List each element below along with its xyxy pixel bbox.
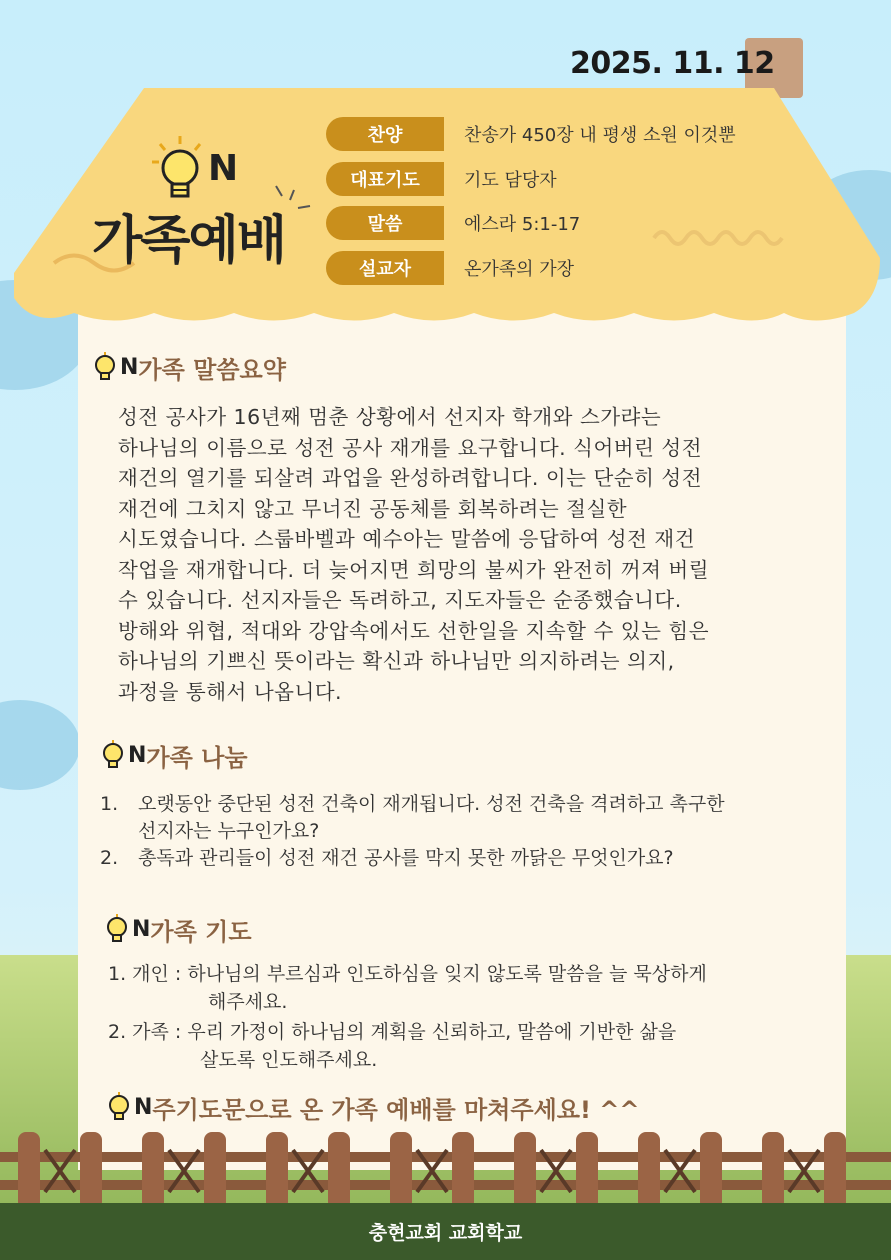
info-row-praise <box>326 117 736 151</box>
list-item <box>100 845 840 872</box>
info-label-praise: 찬양 <box>326 117 444 151</box>
summary-line: 수 있습니다. 선지자들은 독려하고, 지도자들은 순종했습니다. <box>118 588 682 612</box>
info-value-praise: 찬송가 450장 내 평생 소원 이것뿐 <box>464 125 736 146</box>
list-item-text: 해주세요. <box>208 991 288 1013</box>
list-item <box>100 791 840 845</box>
lightbulb-icon <box>104 914 130 946</box>
summary-line: 하나님의 기쁘신 뜻이라는 확신과 하나님만 의지하려는 의지, <box>118 649 675 673</box>
summary-line: 하나님의 이름으로 성전 공사 재개를 요구합니다. 식어버린 성전 <box>118 435 703 460</box>
list-item-text: 하나님의 부르심과 인도하심을 잊지 않도록 말씀을 늘 묵상하게 <box>187 963 707 985</box>
info-row-preacher <box>326 251 574 285</box>
footer-text: 충현교회 교회학교 <box>368 1222 523 1244</box>
section-heading-prayer <box>104 912 252 947</box>
lightbulb-icon <box>150 134 210 204</box>
summary-line: 시도였습니다. 스룹바벨과 예수아는 말씀에 응답하여 성전 재건 <box>118 527 695 551</box>
list-item-text: 총독과 관리들이 성전 재건 공사를 막지 못한 까닭은 무엇인가요? <box>138 847 674 869</box>
list-item-number: 1. <box>100 793 119 815</box>
closing-message: 주기도문으로 온 가족 예배를 마쳐주세요! ^^ <box>152 1096 640 1124</box>
prayer-item-head: 2. 가족 : <box>108 1021 188 1043</box>
list-item <box>108 1018 848 1074</box>
list-item-text: 살도록 인도해주세요. <box>200 1049 378 1071</box>
section-heading-summary <box>92 350 286 385</box>
info-value-scripture: 에스라 5:1-17 <box>464 214 581 235</box>
section-heading-closing <box>106 1090 640 1125</box>
lightbulb-icon <box>100 740 126 772</box>
section-title-summary: 가족 말씀요약 <box>138 356 286 384</box>
info-value-preacher: 온가족의 가장 <box>464 259 575 280</box>
summary-line: 작업을 재개합니다. 더 늦어지면 희망의 불씨가 완전히 꺼져 버릴 <box>118 557 710 582</box>
summary-line: 성전 공사가 16년째 멈춘 상황에서 선지자 학개와 스가랴는 <box>118 405 662 429</box>
section-on-letter: N <box>134 1095 153 1120</box>
info-label-scripture: 말씀 <box>326 206 444 240</box>
list-item-text: 선지자는 누구인가요? <box>138 820 320 842</box>
section-title-prayer: 가족 기도 <box>150 918 252 946</box>
list-item <box>108 960 848 1016</box>
fence <box>0 1130 891 1210</box>
summary-line: 과정을 통해서 나옵니다. <box>118 679 343 704</box>
section-on-letter: N <box>128 743 147 768</box>
section-on-letter: N <box>132 917 151 942</box>
title-on-letter: N <box>208 148 239 189</box>
section-heading-sharing <box>100 738 248 773</box>
prayer-list <box>108 960 848 1074</box>
summary-line: 재건의 열기를 되살려 과업을 완성하려합니다. 이는 단순히 성전 <box>118 466 703 490</box>
lightbulb-icon <box>92 352 118 384</box>
summary-line: 재건에 그치지 않고 무너진 공동체를 회복하려는 절실한 <box>118 496 628 521</box>
section-on-letter: N <box>120 355 139 380</box>
info-row-scripture <box>326 206 580 240</box>
sparkle-decoration <box>268 180 318 220</box>
summary-line: 방해와 위협, 적대와 강압속에서도 선한일을 지속할 수 있는 힘은 <box>118 618 710 643</box>
list-item-text: 오랫동안 중단된 성전 건축이 재개됩니다. 성전 건축을 격려하고 촉구한 <box>138 793 725 815</box>
page-title: 가족예배 <box>92 211 285 271</box>
info-value-prayer-leader: 기도 담당자 <box>464 170 557 191</box>
info-label-preacher: 설교자 <box>326 251 444 285</box>
summary-paragraph <box>118 402 818 707</box>
footer <box>0 1203 891 1260</box>
section-title-sharing: 가족 나눔 <box>146 744 248 772</box>
date: 2025. 11. 12 <box>570 46 775 81</box>
info-row-prayer-leader <box>326 162 557 196</box>
list-item-number: 2. <box>100 847 119 869</box>
prayer-item-head: 1. 개인 : <box>108 963 188 985</box>
sharing-list <box>100 791 840 872</box>
list-item-text: 우리 가정이 하나님의 계획을 신뢰하고, 말씀에 기반한 삶을 <box>187 1021 677 1043</box>
info-label-prayer-leader: 대표기도 <box>326 162 444 196</box>
lightbulb-icon <box>106 1092 132 1124</box>
